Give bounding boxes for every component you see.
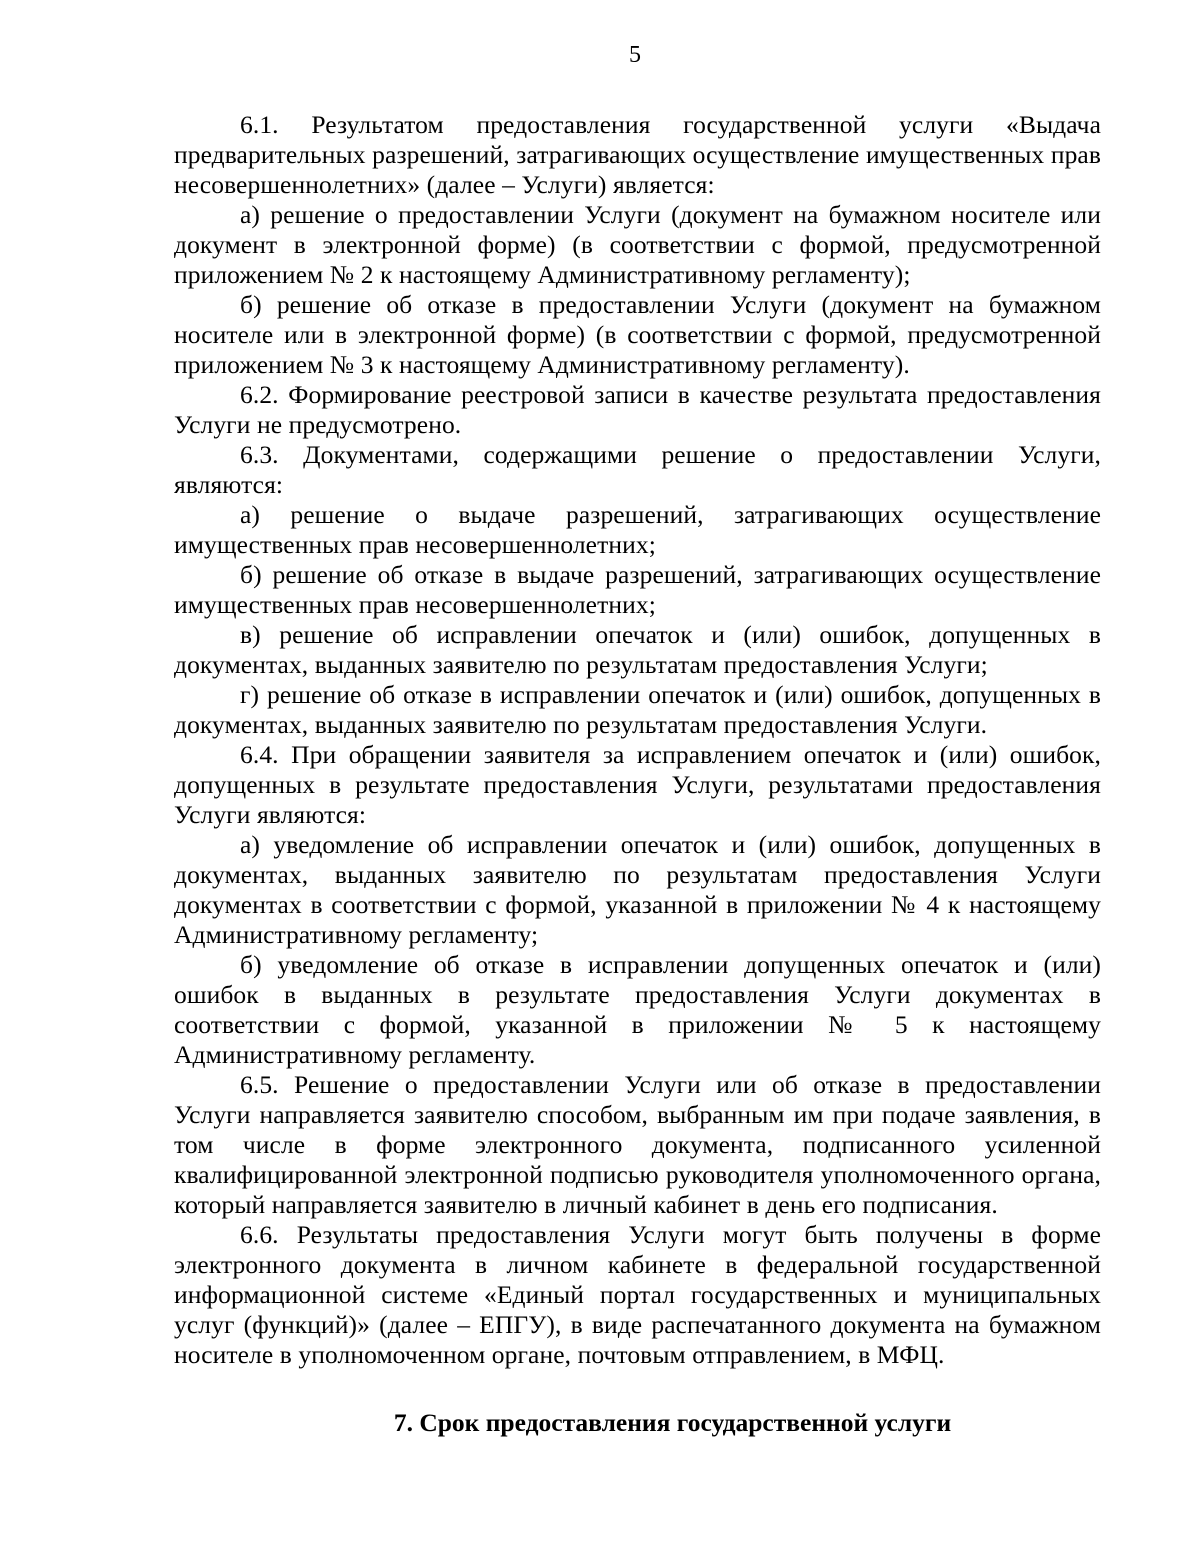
paragraph-6-3-v: в) решение об исправлении опечаток и (или) ошибок, допущенных в документах, выданных заявителю по результатам предоставления Услуги; [174,620,1101,679]
paragraph-6-2: 6.2. Формирование реестровой записи в качестве результата предоставления Услуги не предусмотрено. [174,380,1101,439]
paragraph-6-1: 6.1. Результатом предоставления государственной услуги «Выдача предварительных разрешений, затрагивающих осуществление имущественных прав несовершеннолетних» (далее – Услуги) является: [174,110,1101,199]
section-7-heading: 7. Срок предоставления государственной услуги [393,1408,952,1437]
paragraph-6-3-b: б) решение об отказе в выдаче разрешений, затрагивающих осуществление имущественных прав несовершеннолетних; [174,560,1101,619]
paragraph-6-6: 6.6. Результаты предоставления Услуги могут быть получены в форме электронного документа в личном кабинете в федеральной государственной информационной системе «Единый портал государственных и муниципальных услуг (функций)» (далее – ЕПГУ), в виде распечатанного документа на бумажном носителе в уполномоченном органе, почтовым отправлением, в МФЦ. [174,1220,1101,1369]
paragraph-6-3-a: а) решение о выдаче разрешений, затрагивающих осуществление имущественных прав несовершеннолетних; [174,500,1101,559]
paragraph-6-4-a: а) уведомление об исправлении опечаток и (или) ошибок, допущенных в документах, выданных заявителю по результатам предоставления Услуги документах в соответствии с формой, указанной в приложении № 4 к настоящему Административному регламенту; [174,830,1101,949]
paragraph-6-4: 6.4. При обращении заявителя за исправлением опечаток и (или) ошибок, допущенных в результате предоставления Услуги, результатами предоставления Услуги являются: [174,740,1101,829]
document-body [174,110,1101,1438]
paragraph-6-4-b: б) уведомление об отказе в исправлении допущенных опечаток и (или) ошибок в выданных в результате предоставления Услуги документах в соответствии с формой, указанной в приложении № 5 к настоящему Административному регламенту. [174,950,1101,1069]
paragraph-6-3: 6.3. Документами, содержащими решение о предоставлении Услуги, являются: [174,440,1101,499]
paragraph-6-3-g: г) решение об отказе в исправлении опечаток и (или) ошибок, допущенных в документах, выданных заявителю по результатам предоставления Услуги. [174,680,1101,739]
page-number: 5 [629,42,641,68]
paragraph-6-1-a: а) решение о предоставлении Услуги (документ на бумажном носителе или документ в электронной форме) (в соответствии с формой, предусмотренной приложением № 2 к настоящему Административному регламенту); [174,200,1101,289]
paragraph-6-1-b: б) решение об отказе в предоставлении Услуги (документ на бумажном носителе или в электронной форме) (в соответствии с формой, предусмотренной приложением № 3 к настоящему Административному регламенту). [174,290,1101,379]
paragraph-6-5: 6.5. Решение о предоставлении Услуги или об отказе в предоставлении Услуги направляется заявителю способом, выбранным им при подаче заявления, в том числе в форме электронного документа, подписанного усиленной квалифицированной электронной подписью руководителя уполномоченного органа, который направляется заявителю в личный кабинет в день его подписания. [174,1070,1101,1219]
